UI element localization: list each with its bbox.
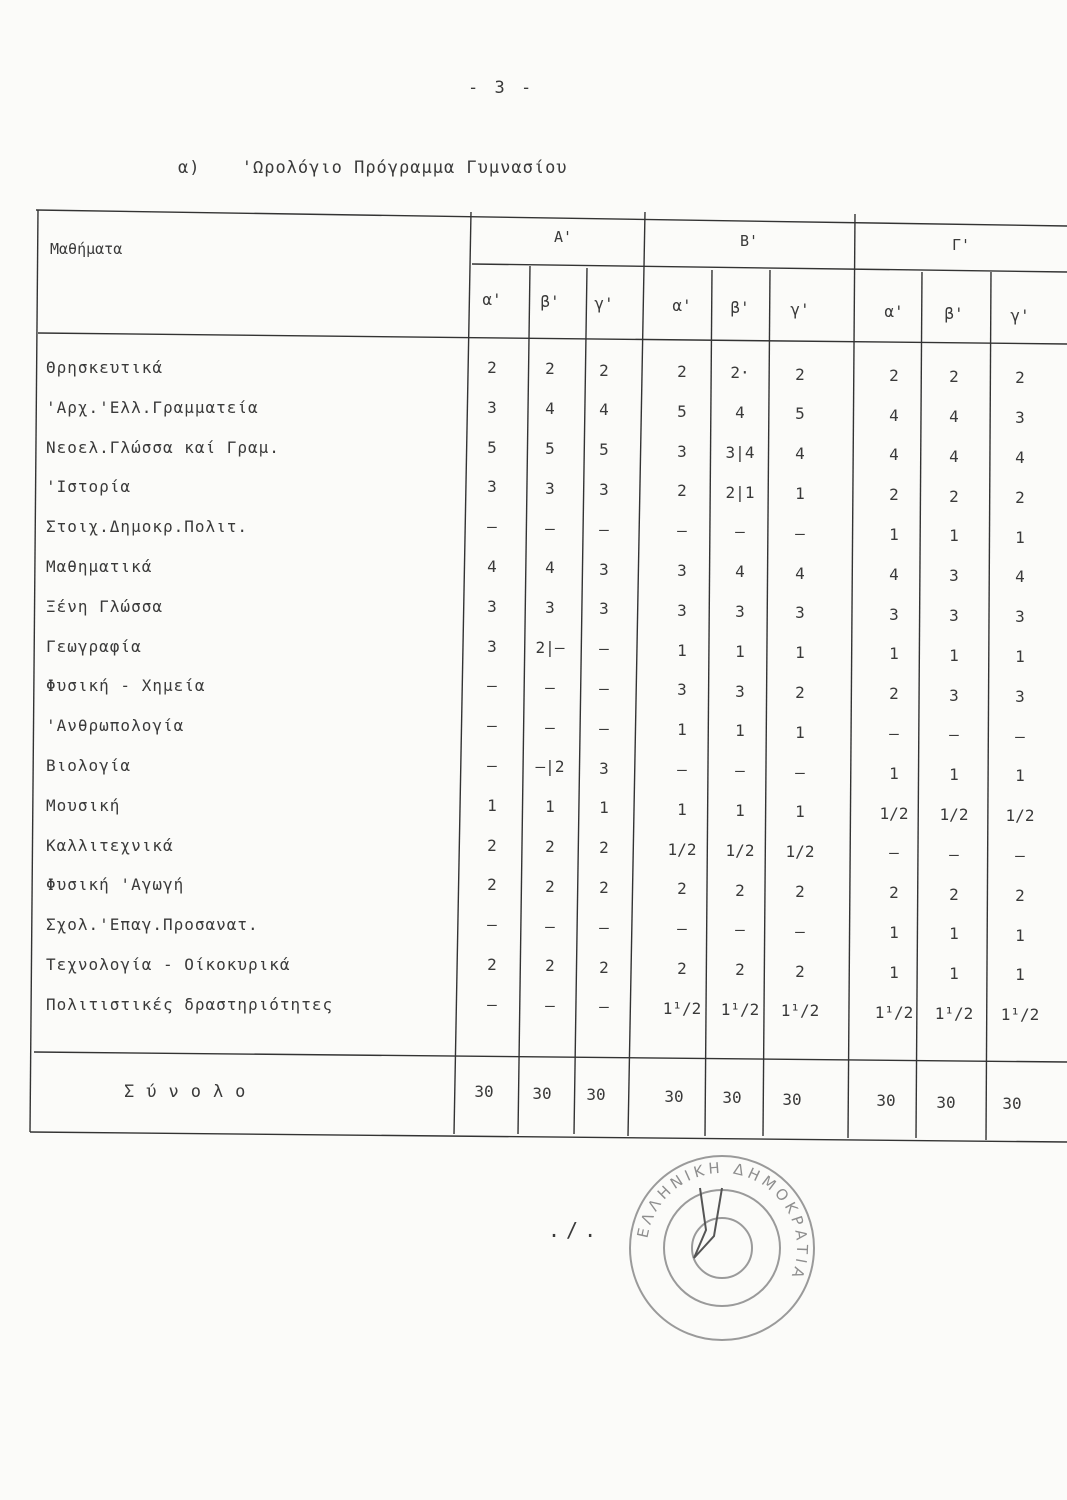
heading-letter: α) xyxy=(178,158,201,178)
hours-cell: –|2 xyxy=(535,757,565,777)
class-column-header: β' xyxy=(944,304,964,323)
page-number: - 3 - xyxy=(468,78,535,98)
hours-cell: 1 xyxy=(735,721,745,741)
hours-cell: 1 xyxy=(599,798,609,818)
hours-cell: 4 xyxy=(889,564,899,584)
hours-cell: 1 xyxy=(1015,766,1025,786)
total-cell: 30 xyxy=(532,1083,552,1103)
hours-cell: 1/2 xyxy=(785,842,815,862)
hours-cell: 2 xyxy=(795,364,805,384)
subject-column-header: Μαθήματα xyxy=(50,240,123,258)
hours-cell: 3 xyxy=(599,559,609,579)
hours-cell: – xyxy=(677,919,687,939)
hours-cell: 4 xyxy=(487,557,497,576)
hours-cell: 2 xyxy=(1015,368,1025,388)
total-cell: 30 xyxy=(474,1082,494,1101)
hours-cell: 1/2 xyxy=(667,839,697,859)
continuation-mark: ./. xyxy=(548,1218,603,1242)
hours-cell: 3|4 xyxy=(725,442,755,462)
hours-cell: – xyxy=(795,762,805,782)
hours-cell: 2 xyxy=(795,682,805,702)
hours-cell: 3 xyxy=(949,685,959,705)
hours-cell: 1/2 xyxy=(879,803,909,823)
hours-cell: 2|– xyxy=(535,637,565,657)
subject-name: Καλλιτεχνικά xyxy=(46,835,174,855)
hours-cell: – xyxy=(599,917,609,937)
hours-cell: – xyxy=(545,518,555,538)
subject-name: Τεχνολογία - Οίκοκυρικά xyxy=(46,955,291,974)
hours-cell: – xyxy=(889,843,899,863)
hours-cell: – xyxy=(487,676,497,696)
hours-cell: 3 xyxy=(795,603,805,623)
hours-cell: – xyxy=(487,517,497,537)
hours-cell: 1¹/2 xyxy=(662,998,702,1018)
hours-cell: 2 xyxy=(949,884,959,904)
hours-cell: 2 xyxy=(795,881,805,901)
hours-cell: 1 xyxy=(889,763,899,783)
hours-cell: 1 xyxy=(1015,647,1025,666)
subject-name: Μαθηματικά xyxy=(46,557,153,576)
hours-cell: 1 xyxy=(949,964,959,984)
hours-cell: 1 xyxy=(889,525,899,544)
subject-name: Φυσική 'Αγωγή xyxy=(46,875,185,895)
total-cell: 30 xyxy=(586,1085,606,1104)
hours-cell: 1/2 xyxy=(1005,806,1035,826)
hours-cell: 1 xyxy=(487,795,497,815)
hours-cell: 3 xyxy=(487,636,497,656)
hours-cell: 1 xyxy=(949,645,959,665)
hours-cell: 1¹/2 xyxy=(874,1002,914,1022)
hours-cell: – xyxy=(545,717,555,737)
subject-name: Βιολογία xyxy=(46,756,132,775)
total-cell: 30 xyxy=(876,1091,896,1110)
hours-cell: 2 xyxy=(677,361,687,381)
hours-cell: 4 xyxy=(545,558,555,578)
hours-cell: – xyxy=(599,519,609,539)
hours-cell: 2 xyxy=(545,359,555,379)
group-header-a: Α' xyxy=(554,228,573,246)
total-cell: 30 xyxy=(664,1086,684,1106)
total-label: Σύνολο xyxy=(124,1082,258,1102)
hours-cell: 3 xyxy=(735,681,745,701)
hours-cell: 3 xyxy=(677,441,687,461)
hours-cell: 3 xyxy=(487,397,497,417)
hours-cell: – xyxy=(1015,726,1025,746)
hours-cell: 2 xyxy=(1015,885,1025,905)
hours-cell: – xyxy=(487,716,497,736)
hours-cell: – xyxy=(795,523,805,543)
hours-cell: – xyxy=(1015,846,1025,865)
hours-cell: 5 xyxy=(677,401,687,421)
subject-name: Γεωγραφία xyxy=(46,636,142,656)
hours-cell: 4 xyxy=(735,403,745,422)
hours-cell: 1¹/2 xyxy=(934,1003,974,1023)
subject-name: Ξένη Γλώσσα xyxy=(46,596,163,616)
class-column-header: γ' xyxy=(1010,306,1030,325)
hours-cell: 4 xyxy=(795,444,805,464)
hours-cell: – xyxy=(599,679,609,698)
hours-cell: 2 xyxy=(889,883,899,903)
hours-cell: 1 xyxy=(1015,527,1025,547)
hours-cell: 1 xyxy=(795,643,805,663)
subject-name: Θρησκευτικά xyxy=(46,358,163,377)
hours-cell: 2 xyxy=(545,836,555,856)
hours-cell: – xyxy=(599,718,609,738)
hours-cell: – xyxy=(545,996,555,1016)
class-column-header: α' xyxy=(884,302,904,321)
svg-text:ΕΛΛΗΝΙΚΗ ΔΗΜΟΚΡΑΤΙΑ xyxy=(634,1159,812,1284)
hours-cell: – xyxy=(889,724,899,743)
hours-cell: 4 xyxy=(735,562,745,582)
subject-name: Μουσική xyxy=(46,795,121,815)
subject-name: Πολιτιστικές δραστηριότητες xyxy=(46,994,334,1014)
total-cell: 30 xyxy=(782,1089,802,1109)
hours-cell: 2 xyxy=(487,358,497,377)
hours-cell: 5 xyxy=(599,440,609,460)
hours-cell: – xyxy=(795,921,805,941)
hours-cell: 2 xyxy=(795,961,805,981)
hours-cell: 3 xyxy=(949,566,959,586)
hours-cell: 2 xyxy=(949,367,959,387)
hours-cell: – xyxy=(949,725,959,745)
hours-cell: 5 xyxy=(487,437,497,457)
hours-cell: 3 xyxy=(735,602,745,621)
group-header-c: Γ' xyxy=(952,236,971,254)
hours-cell: 1/2 xyxy=(725,840,755,860)
hours-cell: – xyxy=(735,920,745,940)
class-column-header: α' xyxy=(482,290,502,309)
hours-cell: 1 xyxy=(677,640,687,660)
hours-cell: 4 xyxy=(1015,567,1025,587)
hours-cell: – xyxy=(545,677,555,697)
subject-name: Φυσική - Χημεία xyxy=(46,676,206,696)
hours-cell: 5 xyxy=(545,438,555,458)
hours-cell: – xyxy=(735,522,745,542)
hours-cell: 3 xyxy=(677,600,687,620)
hours-cell: 1 xyxy=(949,526,959,546)
hours-cell: 1 xyxy=(735,801,745,820)
hours-cell: 1 xyxy=(677,720,687,740)
class-column-header: γ' xyxy=(594,294,614,313)
hours-cell: 2 xyxy=(1015,487,1025,507)
total-cell: 30 xyxy=(722,1088,742,1107)
hours-cell: 3 xyxy=(599,599,609,619)
hours-cell: 2 xyxy=(599,878,609,897)
hours-cell: 3 xyxy=(1015,686,1025,706)
hours-cell: 3 xyxy=(599,758,609,778)
hours-cell: 1 xyxy=(1015,965,1025,985)
hours-cell: 1/2 xyxy=(939,804,969,824)
hours-cell: 4 xyxy=(889,405,899,425)
hours-cell: 3 xyxy=(487,477,497,497)
hours-cell: 3 xyxy=(677,680,687,700)
hours-cell: 2 xyxy=(599,957,609,977)
official-seal xyxy=(622,1148,822,1348)
hours-cell: 1 xyxy=(545,797,555,817)
hours-cell: – xyxy=(487,994,497,1014)
total-cell: 30 xyxy=(1002,1094,1022,1113)
hours-cell: 2|1 xyxy=(725,482,755,502)
seal-ring-text: ΕΛΛΗΝΙΚΗ ΔΗΜΟΚΡΑΤΙΑ xyxy=(633,1158,812,1285)
hours-cell: 1 xyxy=(889,923,899,942)
hours-cell: 2 xyxy=(599,360,609,380)
subject-name: 'Ανθρωπολογία xyxy=(46,716,185,736)
hours-cell: 1 xyxy=(795,802,805,822)
hours-cell: – xyxy=(677,759,687,779)
hours-cell: 3 xyxy=(545,598,555,618)
hours-cell: 1¹/2 xyxy=(780,1001,820,1021)
hours-cell: – xyxy=(949,844,959,864)
hours-cell: 3 xyxy=(545,478,555,498)
hours-cell: 2 xyxy=(545,876,555,896)
hours-cell: 2 xyxy=(735,880,745,900)
hours-cell: 3 xyxy=(889,604,899,624)
hours-cell: 1¹/2 xyxy=(720,1000,760,1019)
hours-cell: 4 xyxy=(599,400,609,420)
hours-cell: 2· xyxy=(730,363,750,383)
hours-cell: – xyxy=(599,997,609,1017)
hours-cell: 4 xyxy=(795,563,805,583)
hours-cell: 4 xyxy=(545,399,555,419)
heading-title: 'Ωρολόγιο Πρόγραμμα Γυμνασίου xyxy=(241,158,568,178)
class-column-header: β' xyxy=(730,298,750,317)
subject-name: Νεοελ.Γλώσσα καί Γραμ. xyxy=(46,437,280,457)
hours-cell: 2 xyxy=(487,835,497,855)
total-cell: 30 xyxy=(936,1092,956,1112)
hours-cell: 3 xyxy=(677,560,687,580)
hours-cell: 2 xyxy=(735,960,745,980)
hours-cell: 2 xyxy=(599,838,609,858)
hours-cell: 1 xyxy=(949,924,959,944)
subject-name: Στοιχ.Δημοκρ.Πολιτ. xyxy=(46,517,249,537)
hours-cell: – xyxy=(677,521,687,541)
hours-cell: 1 xyxy=(1015,925,1025,945)
hours-cell: 3 xyxy=(949,605,959,625)
hours-cell: 1 xyxy=(889,644,899,664)
hours-cell: – xyxy=(599,639,609,659)
group-header-b: Β' xyxy=(740,232,759,250)
hours-cell: 1 xyxy=(795,483,805,503)
hours-cell: 1 xyxy=(735,641,745,661)
hours-cell: 1 xyxy=(889,962,899,982)
hours-cell: 4 xyxy=(949,446,959,466)
hours-cell: 5 xyxy=(795,404,805,424)
hours-cell: 2 xyxy=(889,365,899,385)
hours-cell: 4 xyxy=(889,445,899,465)
hours-cell: 3 xyxy=(1015,408,1025,428)
subject-name: 'Ιστορία xyxy=(46,477,132,497)
hours-cell: 2 xyxy=(949,486,959,506)
class-column-header: α' xyxy=(672,296,692,315)
subject-name: Σχολ.'Επαγ.Προσανατ. xyxy=(46,915,259,935)
hours-cell: 4 xyxy=(1015,448,1025,467)
class-column-header: β' xyxy=(540,292,560,311)
hours-cell: 2 xyxy=(889,485,899,505)
hours-cell: 2 xyxy=(677,958,687,978)
hours-cell: 3 xyxy=(599,480,609,499)
hours-cell: 2 xyxy=(545,956,555,976)
hours-cell: 1 xyxy=(677,799,687,819)
hours-cell: 2 xyxy=(677,481,687,501)
hours-cell: – xyxy=(487,915,497,935)
hours-cell: 2 xyxy=(889,684,899,704)
hours-cell: 2 xyxy=(487,875,497,895)
hours-cell: 4 xyxy=(949,406,959,426)
hours-cell: – xyxy=(735,761,745,781)
class-column-header: γ' xyxy=(790,300,810,319)
hours-cell: – xyxy=(487,756,497,775)
hours-cell: 2 xyxy=(487,955,497,974)
hours-cell: 1 xyxy=(795,722,805,742)
subject-name: 'Αρχ.'Ελλ.Γραμματεία xyxy=(46,397,259,417)
hours-cell: 3 xyxy=(1015,607,1025,627)
hours-cell: 1¹/2 xyxy=(1000,1005,1040,1025)
hours-cell: 2 xyxy=(677,879,687,899)
hours-cell: – xyxy=(545,916,555,936)
hours-cell: 1 xyxy=(949,765,959,785)
hours-cell: 3 xyxy=(487,596,497,616)
